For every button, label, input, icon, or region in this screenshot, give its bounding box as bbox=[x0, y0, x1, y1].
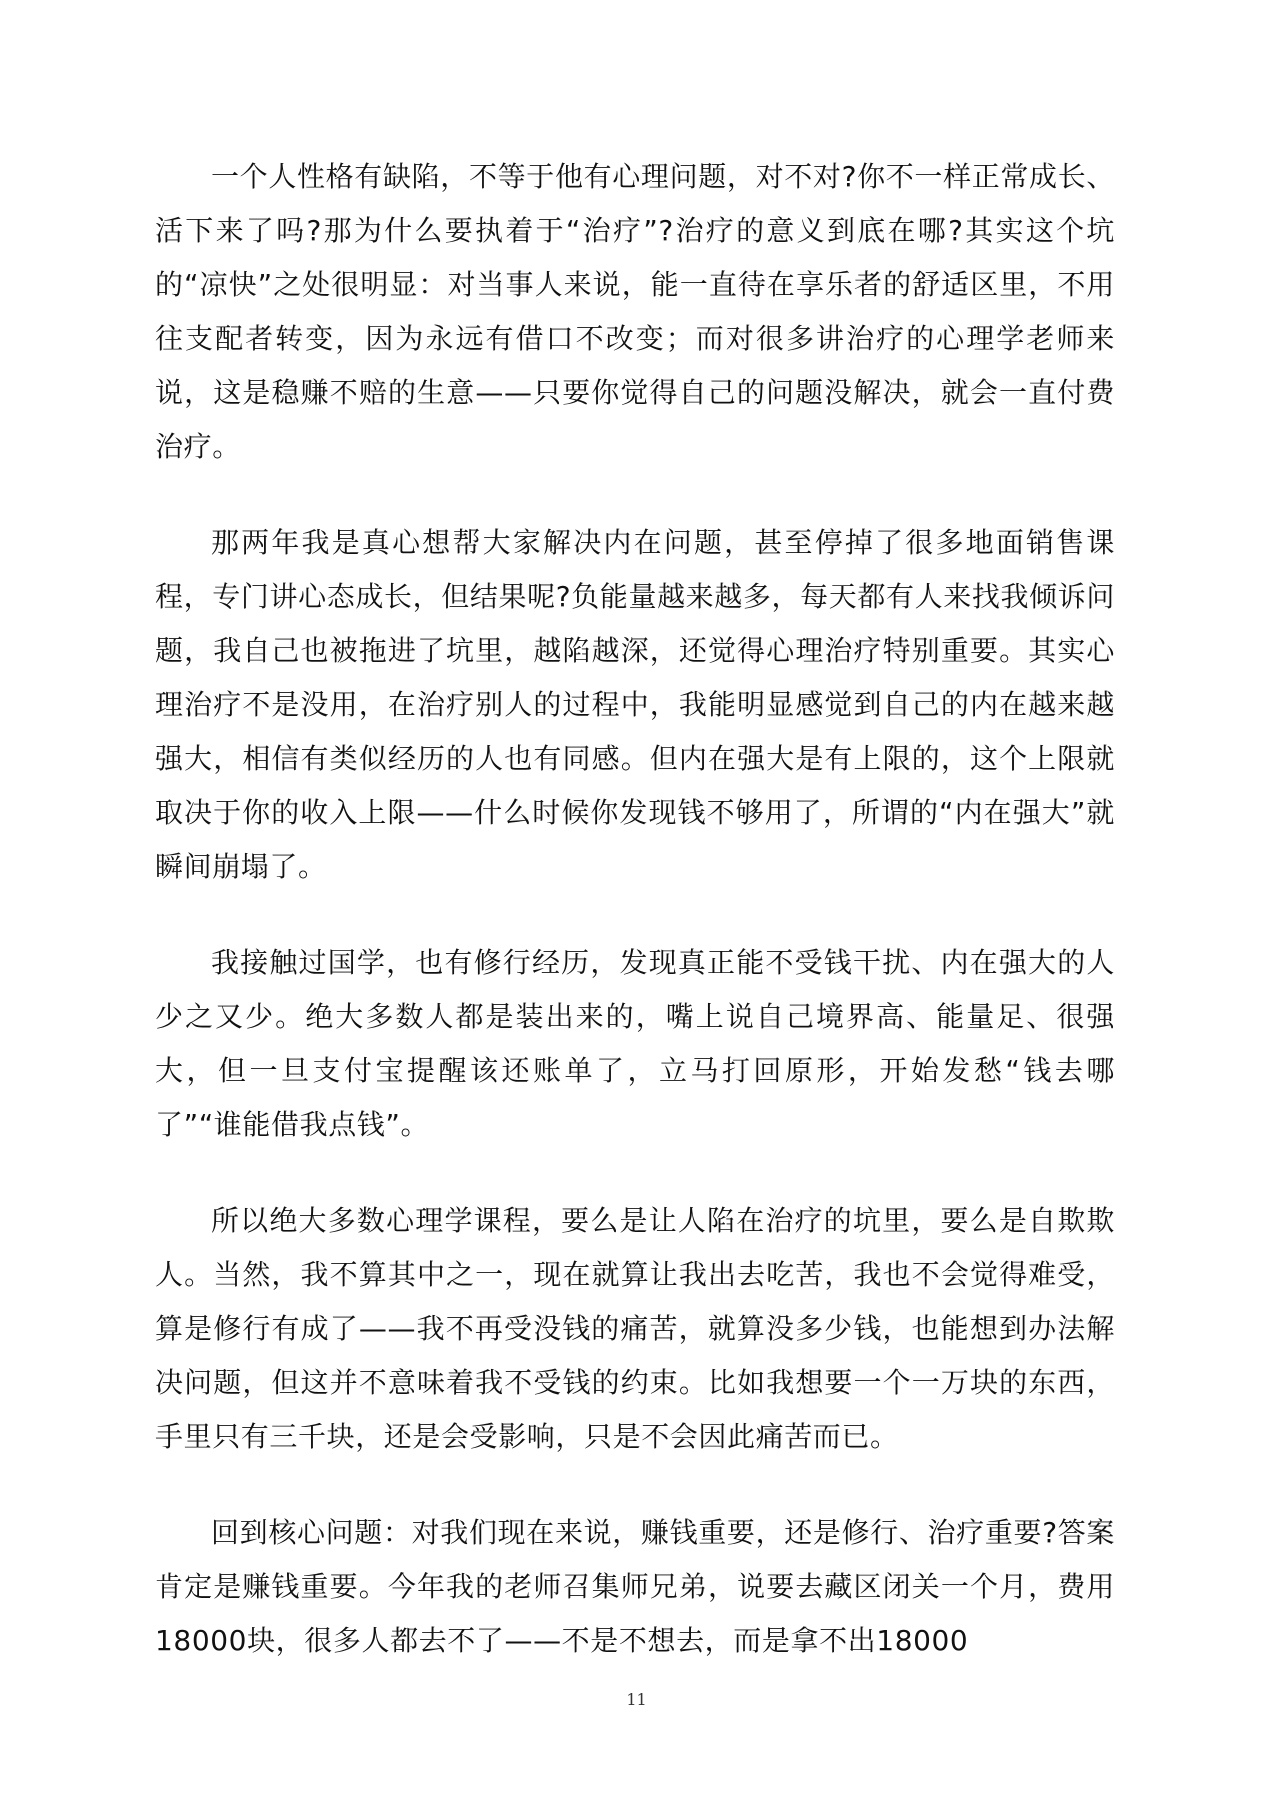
paragraph-2: 那两年我是真心想帮大家解决内在问题，甚至停掉了很多地面销售课程，专门讲心态成长，但结果呢?负能量越来越多，每天都有人来找我倾诉问题，我自己也被拖进了坑里，越陷越深，还觉得心理治疗特别重要。其实心理治疗不是没用，在治疗别人的过程中，我能明显感觉到自己的内在越来越强大，相信有类似经历的人也有同感。但内在强大是有上限的，这个上限就取决于你的收入上限——什么时候你发现钱不够用了，所谓的“内在强大”就瞬间崩塌了。 bbox=[155, 526, 1115, 883]
paragraph-3: 我接触过国学，也有修行经历，发现真正能不受钱干扰、内在强大的人少之又少。绝大多数人都是装出来的，嘴上说自己境界高、能量足、很强大，但一旦支付宝提醒该还账单了，立马打回原形，开始发愁“钱去哪了”“谁能借我点钱”。 bbox=[155, 946, 1115, 1141]
paragraph-1: 一个人性格有缺陷，不等于他有心理问题，对不对?你不一样正常成长、活下来了吗?那为什么要执着于“治疗”?治疗的意义到底在哪?其实这个坑的“凉快”之处很明显：对当事人来说，能一直待在享乐者的舒适区里，不用往支配者转变，因为永远有借口不改变；而对很多讲治疗的心理学老师来说，这是稳赚不赔的生意——只要你觉得自己的问题没解决，就会一直付费治疗。 bbox=[155, 160, 1115, 463]
page-number: 11 bbox=[626, 1690, 647, 1709]
paragraph-5: 回到核心问题：对我们现在来说，赚钱重要，还是修行、治疗重要?答案肯定是赚钱重要。今年我的老师召集师兄弟，说要去藏区闭关一个月，费用18000块，很多人都去不了——不是不想去，而是拿不出18000 bbox=[155, 1516, 1115, 1657]
paragraph-4: 所以绝大多数心理学课程，要么是让人陷在治疗的坑里，要么是自欺欺人。当然，我不算其中之一，现在就算让我出去吃苦，我也不会觉得难受，算是修行有成了——我不再受没钱的痛苦，就算没多少钱，也能想到办法解决问题，但这并不意味着我不受钱的约束。比如我想要一个一万块的东西，手里只有三千块，还是会受影响，只是不会因此痛苦而已。 bbox=[155, 1204, 1115, 1453]
body-text bbox=[155, 150, 1115, 1668]
